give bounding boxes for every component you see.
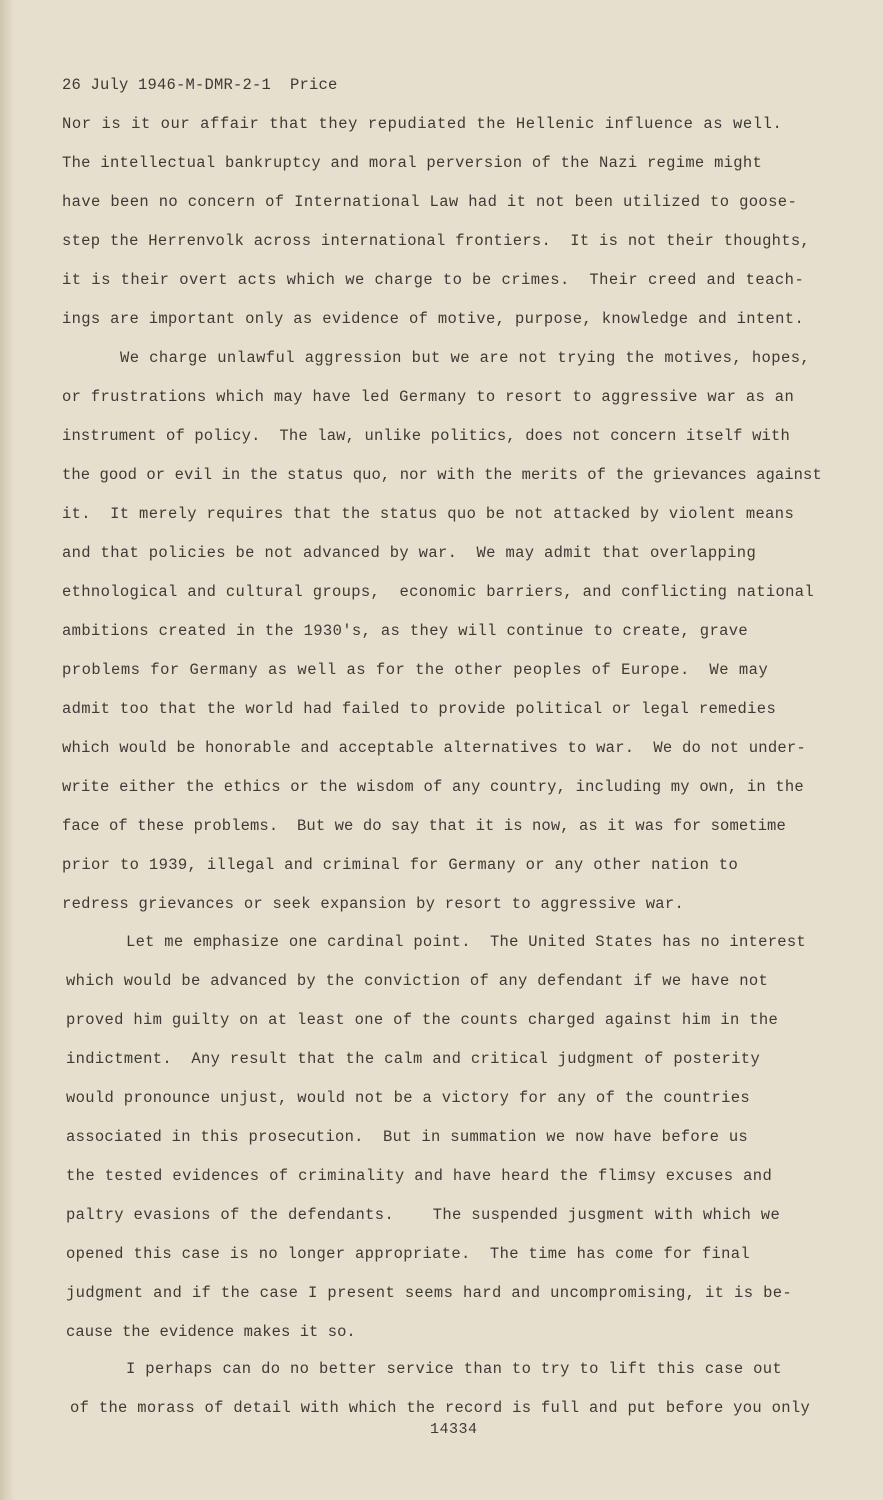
text-line: and that policies be not advanced by war. We may admit that overlapping — [62, 544, 757, 562]
text-line: would pronounce unjust, would not be a victory for any of the countries — [66, 1089, 751, 1107]
text-line: cause the evidence makes it so. — [66, 1323, 356, 1341]
text-line: Let me emphasize one cardinal point. The United States has no interest — [126, 933, 807, 951]
text-line: face of these problems. But we do say that it is now, as it was for sometime — [62, 817, 786, 835]
text-line: indictment. Any result that the calm and critical judgment of posterity — [66, 1050, 761, 1068]
text-line: We charge unlawful aggression but we are not trying the motives, hopes, — [120, 349, 811, 367]
text-line: ings are important only as evidence of motive, purpose, knowledge and intent. — [62, 310, 805, 328]
text-line: have been no concern of International Law had it not been utilized to goose- — [62, 193, 798, 211]
text-line: associated in this prosecution. But in summation we now have before us — [66, 1128, 749, 1146]
text-line: or frustrations which may have led Germany to resort to aggressive war as an — [62, 388, 795, 406]
text-line: judgment and if the case I present seems hard and uncompromising, it is be- — [66, 1284, 793, 1302]
text-line: step the Herrenvolk across international frontiers. It is not their thoughts, — [62, 232, 811, 250]
text-line: problems for Germany as well as for the other peoples of Europe. We may — [62, 661, 769, 679]
text-line: the tested evidences of criminality and have heard the flimsy excuses and — [66, 1167, 773, 1185]
page-number: 14334 — [430, 1421, 478, 1438]
text-line: of the morass of detail with which the record is full and put before you only — [70, 1399, 811, 1417]
text-line: it is their overt acts which we charge to be crimes. Their creed and teach- — [62, 271, 805, 289]
text-line: prior to 1939, illegal and criminal for Germany or any other nation to — [62, 856, 739, 874]
text-line: admit too that the world had failed to provide political or legal remedies — [62, 700, 777, 718]
text-line: paltry evasions of the defendants. The suspended jusgment with which we — [66, 1206, 781, 1224]
page-header: 26 July 1946-M-DMR-2-1 Price — [62, 76, 338, 94]
text-line: opened this case is no longer appropriate. The time has come for final — [66, 1245, 751, 1263]
text-line: which would be advanced by the conviction of any defendant if we have not — [66, 972, 769, 990]
text-line: it. It merely requires that the status quo be not attacked by violent means — [62, 505, 795, 523]
text-line: redress grievances or seek expansion by resort to aggressive war. — [62, 895, 685, 913]
text-line: ambitions created in the 1930's, as they will continue to create, grave — [62, 622, 749, 640]
text-line: instrument of policy. The law, unlike politics, does not concern itself with — [62, 427, 790, 445]
text-line: proved him guilty on at least one of the counts charged against him in the — [66, 1011, 779, 1029]
text-line: The intellectual bankruptcy and moral perversion of the Nazi regime might — [62, 154, 763, 172]
text-line: Nor is it our affair that they repudiated the Hellenic influence as well. — [62, 115, 783, 133]
text-line: I perhaps can do no better service than to try to lift this case out — [126, 1360, 783, 1378]
text-line: which would be honorable and acceptable alternatives to war. We do not under- — [62, 739, 806, 757]
text-line: the good or evil in the status quo, nor with the merits of the grievances against — [62, 466, 822, 484]
text-line: ethnological and cultural groups, economic barriers, and conflicting national — [62, 583, 815, 601]
text-line: write either the ethics or the wisdom of any country, including my own, in the — [62, 778, 804, 796]
